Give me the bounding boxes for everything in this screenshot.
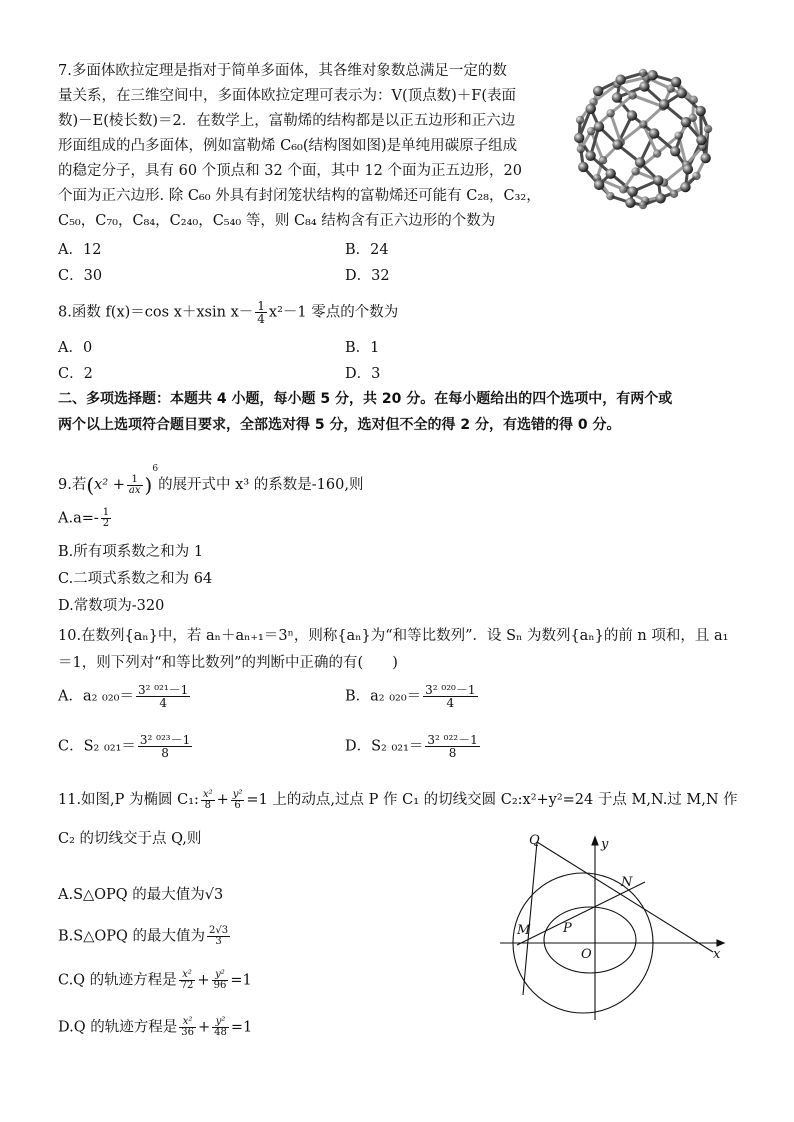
q7-line: C₅₀，C₇₀，C₈₄，C₂₄₀，C₅₄₀ 等，则 C₈₄ 结构含有正六边形的个数为 (58, 213, 496, 229)
fullerene-atom (619, 185, 627, 193)
q10-option-b-den: 4 (446, 696, 455, 710)
q8-frac-num: 1 (257, 299, 265, 313)
fullerene-atom (594, 121, 604, 131)
q10-option-a-fraction (136, 684, 190, 709)
fullerene-atom (659, 99, 669, 109)
fullerene-atom (690, 96, 698, 104)
fullerene-atom (625, 198, 635, 208)
fullerene-atom (627, 186, 637, 196)
q11-line1-b: =1 上的动点,过点 P 作 C₁ 的切线交圆 C₂:x²+y²=24 于点 M,N.过 M,N 作 (246, 792, 738, 808)
q9-prefix: 9.若 (58, 477, 87, 493)
q10-option-c-fraction (138, 734, 192, 759)
fullerene-atom (578, 162, 588, 172)
q11-option-c-num2: y² (212, 970, 229, 981)
q9-suffix: 的展开式中 x³ 的系数是-160,则 (158, 477, 364, 493)
fullerene-atom (683, 164, 693, 174)
q11-frac1-num: x² (202, 788, 213, 800)
fullerene-atom (670, 146, 680, 156)
q7-line: 数)－E(棱长数)＝2．在数学上，富勒烯的结构都是以正五边形和正六边 (58, 113, 516, 129)
fullerene-atom (671, 77, 681, 87)
q9-exponent: 6 (152, 464, 159, 474)
fullerene-atom (680, 182, 690, 192)
fullerene-atom (704, 125, 712, 133)
fullerene-atom (676, 88, 686, 98)
q10-option-d-fraction (425, 734, 479, 759)
q10-option-b-label: B．a₂ ₀₂₀＝ (345, 688, 422, 705)
q7-line: 量关系，在三维空间中，多面体欧拉定理可表示为：V(顶点数)＋F(表面 (58, 88, 517, 104)
q9-option-a (58, 508, 113, 529)
fullerene-atom (647, 70, 657, 80)
fullerene-atom (628, 91, 636, 99)
q10-option-a-label: A．a₂ ₀₂₀＝ (58, 688, 134, 705)
q9-frac-num: 1 (127, 475, 143, 486)
q8-option-c: C．2 (58, 366, 93, 382)
q8-option-d: D．3 (345, 366, 381, 382)
q8-option-b: B．1 (345, 340, 380, 356)
fullerene-atom (594, 180, 604, 190)
q11-option-d-num2: y² (212, 1017, 229, 1028)
q9-base: x² + (94, 477, 125, 493)
q11-option-b-text: B.S△OPQ 的最大值为 (58, 928, 205, 945)
q9-option-a-fraction (101, 508, 111, 529)
tangent-line-qm (523, 842, 537, 995)
q11-frac-2 (231, 790, 245, 811)
label-p: P (563, 921, 572, 936)
fullerene-atom (627, 110, 637, 120)
q10-option-a (58, 684, 192, 709)
fullerene-atom (653, 149, 661, 157)
q11-option-b-fraction (207, 926, 230, 947)
q7-line: 的稳定分子，具有 60 个顶点和 32 个面，其中 12 个面为正五边形，20 (58, 163, 522, 179)
q9-option-d: D.常数项为-320 (58, 598, 165, 614)
q9-option-a-text: A.a=- (58, 510, 99, 527)
q10-option-a-num: 3² ⁰²¹－1 (137, 683, 189, 697)
fullerene-atom (606, 192, 614, 200)
q10-option-d-num: 3² ⁰²²－1 (427, 733, 478, 747)
fullerene-atom (606, 168, 616, 178)
fullerene-atom (615, 75, 625, 85)
fullerene-atom (612, 92, 622, 102)
fullerene-atom (612, 139, 622, 149)
q8-fraction (255, 300, 267, 325)
q11-option-b (58, 926, 232, 947)
q11-option-c-den1: 72 (180, 980, 194, 991)
q11-option-a: A.S△OPQ 的最大值为√3 (58, 887, 224, 903)
q10-option-a-den: 4 (159, 696, 167, 710)
question-8-stem (58, 300, 398, 325)
q8-frac-den: 4 (257, 312, 265, 326)
fullerene-atom (700, 153, 710, 163)
q11-line-2: C₂ 的切线交于点 Q,则 (58, 831, 202, 847)
q11-line-1 (58, 788, 738, 812)
q9-frac-den: ax (128, 484, 141, 496)
q11-option-d-num1: x² (179, 1017, 196, 1028)
q10-option-d-den: 8 (448, 746, 457, 760)
label-y: y (601, 837, 609, 852)
q9-paren-open: ( (86, 473, 95, 497)
fullerene-atom (655, 193, 665, 203)
q11-plus: + (216, 792, 229, 808)
q7-option-c: C．30 (58, 268, 103, 284)
ellipse-c1 (544, 907, 636, 973)
q11-option-c-suffix: =1 (230, 972, 252, 989)
q7-option-d: D．32 (345, 268, 390, 284)
q11-option-d-text: D.Q 的轨迹方程是 (58, 1019, 178, 1036)
fullerene-atom (649, 128, 659, 138)
fullerene-atom (692, 172, 700, 180)
fullerene-atom (586, 104, 596, 114)
q11-frac1-den: 8 (204, 799, 211, 811)
label-n: N (621, 875, 633, 890)
q10-option-c (58, 734, 194, 759)
q11-frac-1 (201, 790, 215, 811)
fullerene-atom (696, 135, 706, 145)
q10-option-b-fraction (423, 684, 477, 709)
label-m: M (517, 923, 531, 938)
q11-frac2-num: y² (232, 788, 243, 800)
q11-option-c-text: C.Q 的轨迹方程是 (58, 972, 177, 989)
q11-option-d-frac2 (212, 1017, 229, 1038)
fullerene-atom (639, 120, 647, 128)
q11-option-b-den: 3 (215, 936, 222, 947)
q11-option-c: C.Q 的轨迹方程是 $\frac{\text{x²}}{72}$ + $\frac{\text{y²}}{96}$ =1 (58, 969, 252, 991)
q11-option-d-suffix: =1 (230, 1019, 253, 1036)
q7-line: 形面组成的凸多面体，例如富勒烯 C₆₀(结构图如图)是单纯用碳原子组成 (58, 138, 518, 154)
fullerene-atom (631, 167, 639, 175)
q11-option-c-den2: 96 (213, 980, 227, 991)
fullerene-atom (593, 86, 603, 96)
fullerene-atom (574, 133, 584, 143)
q11-option-d-frac1 (179, 1017, 196, 1038)
q9-option-a-num: 1 (102, 507, 110, 518)
fullerene-c60-image (568, 64, 718, 214)
q10-option-d-label: D．S₂ ₀₂₁＝ (345, 738, 424, 755)
q11-option-c-frac1 (179, 970, 196, 991)
q11-option-b-num: 2√3 (209, 925, 229, 936)
q10-option-b (345, 684, 480, 709)
q8-stem-b: x²－1 零点的个数为 (268, 304, 399, 321)
fullerene-atom (653, 175, 663, 185)
q10-option-d (345, 734, 482, 759)
fullerene-atom (577, 145, 585, 153)
fullerene-atom (695, 106, 705, 116)
section-2-heading: 二、多项选择题：本题共 4 小题，每小题 5 分，共 20 分。在每小题给出的四个选项中，有两个或 (58, 391, 673, 407)
q8-option-a: A．0 (58, 340, 93, 356)
label-o: O (581, 947, 592, 962)
fullerene-atom (681, 117, 691, 127)
fullerene-atom (585, 151, 595, 161)
q11-frac2-den: 6 (234, 799, 241, 811)
q11-option-d: D.Q 的轨迹方程是 $\frac{\text{x²}}{36}$ + $\frac{\text{y²}}{48}$ =1 (58, 1016, 253, 1038)
q10-line-2: ＝1，则下列对“和等比数列”的判断中正确的有( ) (58, 655, 398, 671)
q7-option-a: A．12 (58, 242, 102, 258)
fullerene-atom (639, 201, 647, 209)
q10-option-b-num: 3² ⁰²⁰－1 (425, 683, 476, 697)
q9-option-a-den: 2 (102, 518, 110, 529)
q9-option-b: B.所有项系数之和为 1 (58, 544, 204, 560)
q11-option-d-den2: 48 (214, 1027, 227, 1038)
fullerene-atom (635, 157, 645, 167)
q10-line-1: 10.在数列{aₙ}中，若 aₙ＋aₙ₊₁＝3ⁿ，则称{aₙ}为“和等比数列”．设 Sₙ 为数列{aₙ}的前 n 项和，且 a₁ (58, 628, 729, 644)
question-9-stem (58, 455, 363, 499)
section-2-heading-cont: 两个以上选项符合题目要求，全部选对得 5 分，选对但不全的得 2 分，有选错的得 0 分。 (58, 417, 621, 433)
q11-option-d-den1: 36 (181, 1027, 194, 1038)
q7-line: 个面为正六边形. 除 C₆₀ 外具有封闭笼状结构的富勒烯还可能有 C₂₈，C₃₂， (58, 188, 541, 204)
q8-stem-a: 8.函数 f(x)＝cos x＋xsin x－ (58, 304, 254, 321)
q10-option-c-den: 8 (161, 746, 169, 760)
q9-option-c: C.二项式系数之和为 64 (58, 571, 213, 587)
label-q: Q (529, 833, 540, 848)
label-x: x (713, 947, 721, 962)
q9-fraction (127, 475, 143, 496)
fullerene-atom (639, 81, 649, 91)
q11-option-c-frac2 (212, 970, 229, 991)
fullerene-atom (670, 190, 678, 198)
fullerene-bond (664, 165, 686, 183)
x-axis-arrow (717, 940, 724, 946)
q9-paren-close: ) (144, 473, 153, 497)
q7-line: 7.多面体欧拉定理是指对于简单多面体，其各维对象数总满足一定的数 (58, 63, 507, 79)
fullerene-atom (674, 131, 682, 139)
ellipse-circle-figure (495, 830, 735, 1025)
fullerene-atom (606, 109, 614, 117)
fullerene-atom (639, 69, 647, 77)
q7-option-b: B．24 (345, 242, 389, 258)
q10-option-c-label: C．S₂ ₀₂₁＝ (58, 738, 136, 755)
y-axis-arrow (592, 837, 598, 845)
q10-option-c-num: 3² ⁰²³－1 (139, 733, 191, 747)
fullerene-atom (576, 116, 584, 124)
q11-option-c-num1: x² (179, 970, 196, 981)
q11-line1-a: 11.如图,P 为椭圆 C₁: (58, 792, 199, 808)
fullerene-atom (599, 156, 607, 164)
